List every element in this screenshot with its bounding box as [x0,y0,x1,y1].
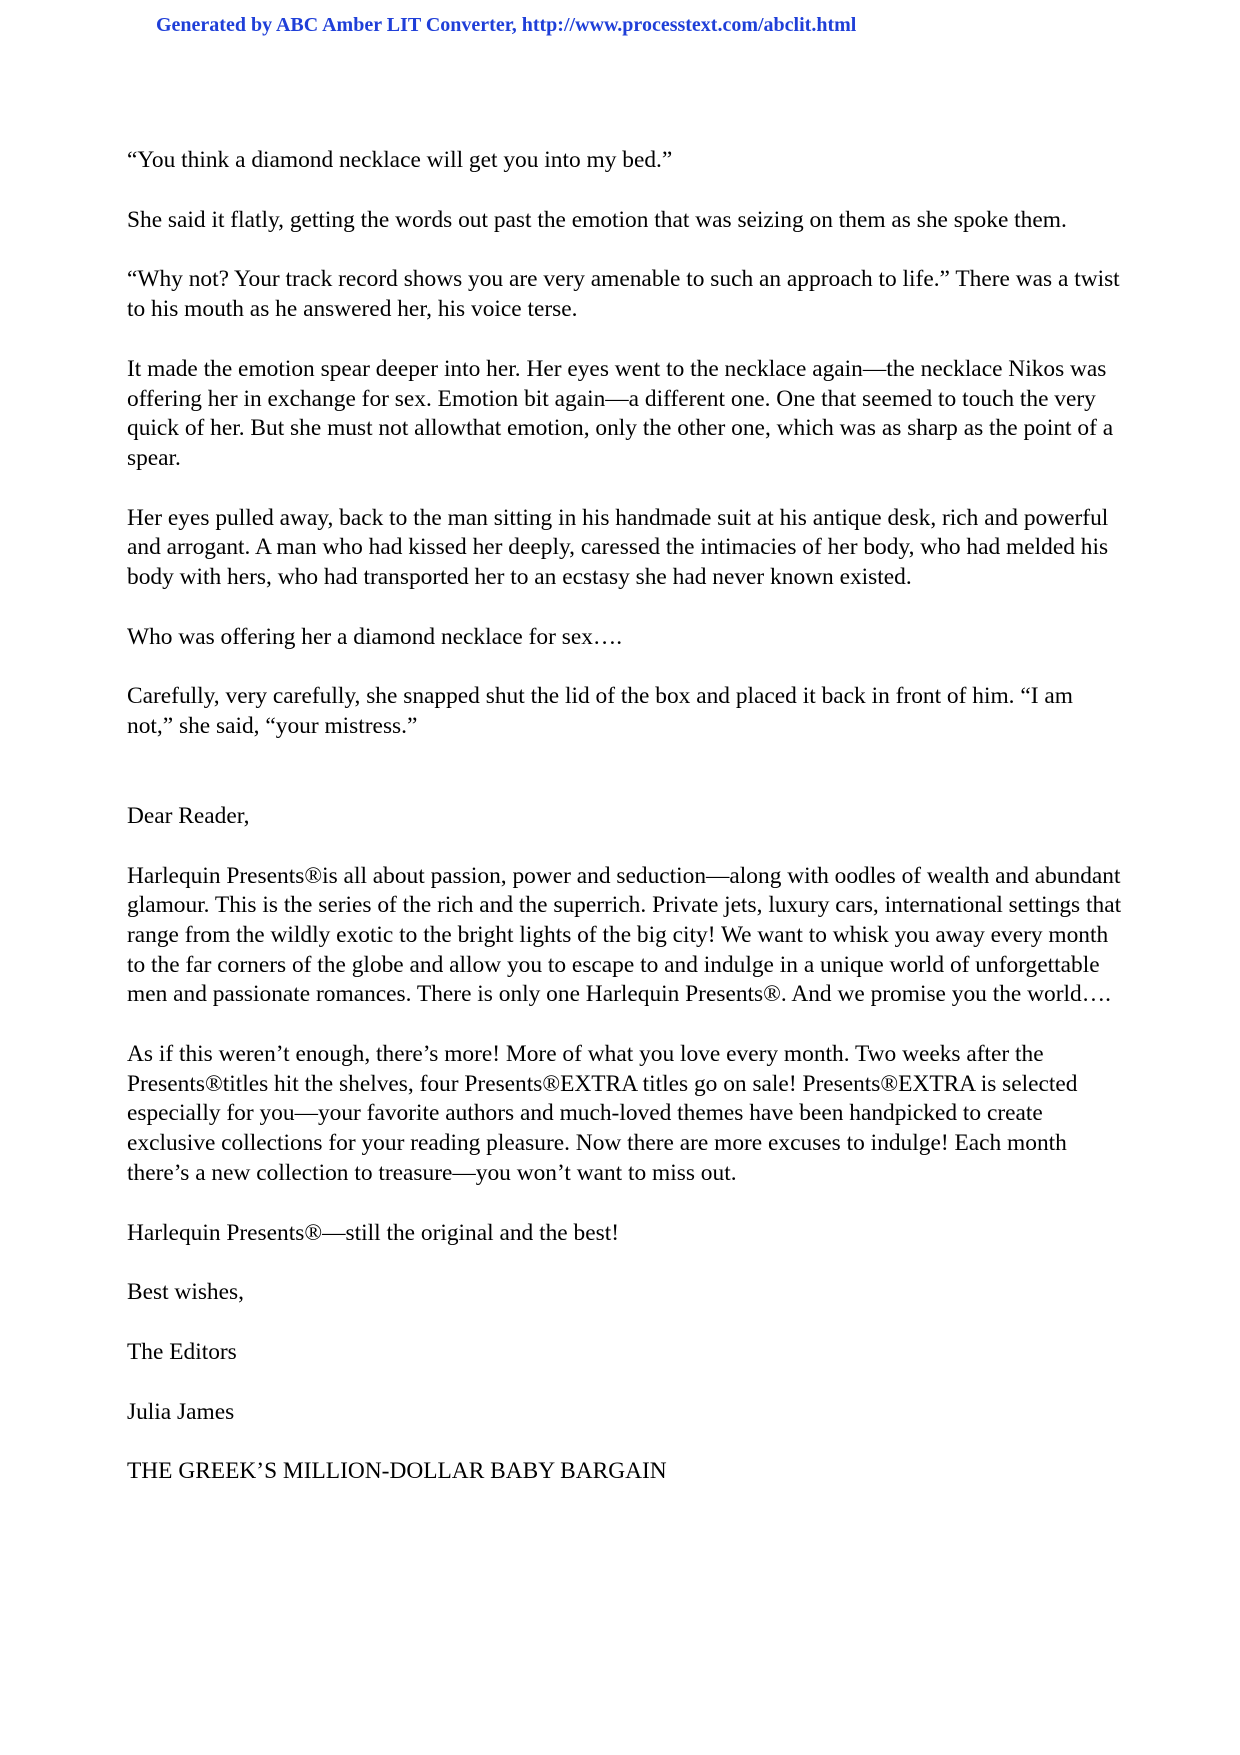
book-title: THE GREEK’S MILLION-DOLLAR BABY BARGAIN [127,1458,667,1485]
paragraph: Harlequin Presents®—still the original and the best! [127,1219,619,1246]
paragraph: Her eyes pulled away, back to the man sitting in his handmade suit at his antique desk, rich and powerful and arrogant. A man who had kissed her deeply, caressed the intimacies of her body, who had melded his body with hers, who had transported her to an ecstasy she had never known existed. [127,504,1109,591]
paragraph: As if this weren’t enough, there’s more! More of what you love every month. Two weeks after the Presents®titles hit the shelves, four Presents®EXTRA titles go on sale! Presents®EXTRA is selected especially for you—your favorite authors and much-loved themes have been handpicked to create exclusive collections for your reading pleasure. Now there are more excuses to indulge! Each month there’s a new collection to treasure—you won’t want to miss out. [127,1041,1078,1186]
converter-header-link[interactable]: Generated by ABC Amber LIT Converter, http://www.processtext.com/abclit.html [156,14,857,36]
document-body [127,146,1123,1517]
paragraph: It made the emotion spear deeper into her. Her eyes went to the necklace again—the necklace Nikos was offering her in exchange for sex. Emotion bit again—a different one. One that seemed to touch the very quick of her. But she must not allowthat emotion, only the other one, which was as sharp as the point of a spear. [127,355,1114,471]
paragraph: “You think a diamond necklace will get you into my bed.” [127,147,673,173]
author-name: Julia James [127,1398,235,1425]
paragraph: She said it flatly, getting the words out past the emotion that was seizing on them as she spoke them. [127,206,1067,233]
paragraph: Harlequin Presents®is all about passion, power and seduction—along with oodles of wealth and abundant glamour. This is the series of the rich and the superrich. Private jets, luxury cars, international settings that range from the wildly exotic to the bright lights of the big city! We want to whisk you away every month to the far corners of the globe and allow you to escape to and indulge in a unique world of unforgettable men and passionate romances. There is only one Harlequin Presents®. And we promise you the world…. [127,862,1122,1008]
paragraph: Who was offering her a diamond necklace for sex…. [127,623,623,650]
paragraph: Carefully, very carefully, she snapped shut the lid of the box and placed it back in front of him. “I am not,” she said, “your mistress.” [127,683,1073,740]
letter-salutation: Dear Reader, [127,802,250,829]
paragraph: “Why not? Your track record shows you are very amenable to such an approach to life.” There was a twist to his mouth as he answered her, his voice terse. [127,266,1120,323]
letter-signature: The Editors [127,1338,237,1365]
letter-closing: Best wishes, [127,1279,244,1306]
